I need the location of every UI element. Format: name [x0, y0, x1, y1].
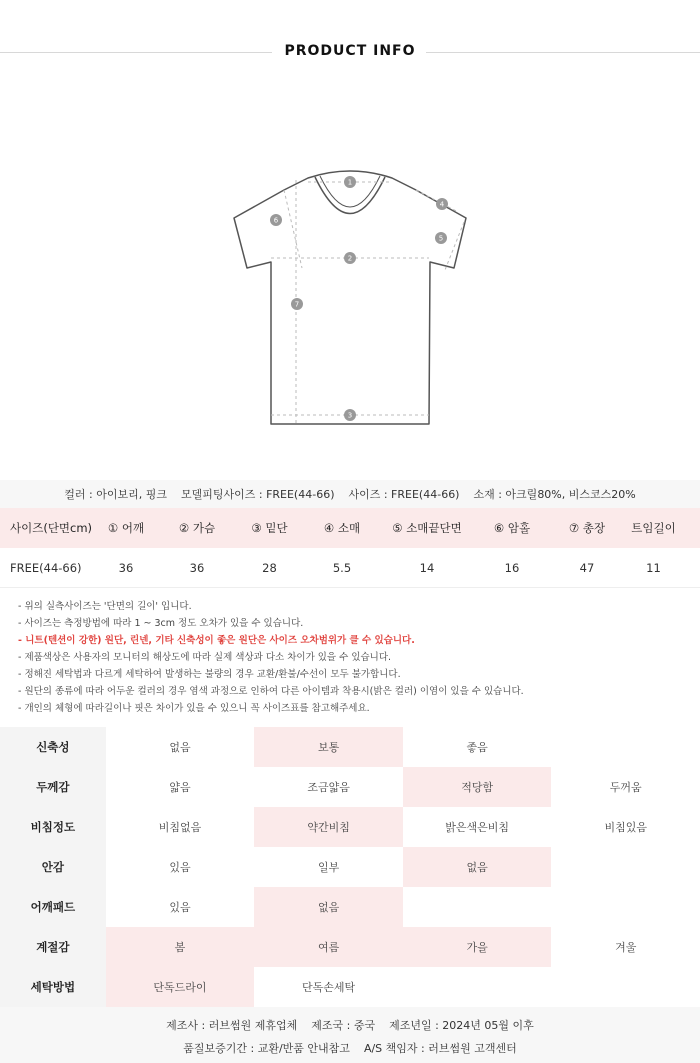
svg-text:5: 5	[438, 234, 444, 243]
attribute-option	[551, 727, 700, 767]
as-info: A/S 책임자 : 러브썸원 고객센터	[363, 1042, 517, 1055]
size-header-cell: ① 어깨	[107, 521, 145, 535]
size-cell: 47	[579, 560, 595, 575]
attribute-option-selected: 가을	[403, 927, 552, 967]
attribute-row	[0, 727, 700, 767]
size-cell: 11	[646, 560, 661, 575]
size-table-row	[0, 548, 700, 588]
svg-text:1: 1	[347, 178, 353, 187]
attribute-option	[403, 967, 552, 1007]
size-header-cell: ③ 밑단	[251, 521, 288, 535]
size-cell: 36	[189, 560, 205, 575]
attribute-option: 비침없음	[106, 807, 255, 847]
size-header-cell: 사이즈(단면cm)	[10, 521, 93, 535]
product-info-header	[0, 0, 700, 105]
attribute-option: 일부	[254, 847, 403, 887]
color-info: 컬러 : 아이보리, 핑크	[64, 488, 167, 501]
svg-text:3: 3	[347, 411, 353, 420]
attribute-option-selected: 봄	[106, 927, 255, 967]
size-cell: 5.5	[332, 560, 352, 575]
attribute-option-selected: 여름	[254, 927, 403, 967]
attribute-row	[0, 927, 700, 967]
note-line: - 개인의 체형에 따라길이나 핏은 차이가 있을 수 있으니 꼭 사이즈표를 참고해주세요.	[18, 703, 370, 714]
attribute-row	[0, 847, 700, 887]
attribute-option-selected: 적당함	[403, 767, 552, 807]
attribute-option-selected: 없음	[254, 887, 403, 927]
attribute-label: 두께감	[0, 767, 106, 807]
attribute-option-selected: 보통	[254, 727, 403, 767]
attribute-label: 신축성	[0, 727, 106, 767]
attribute-row	[0, 767, 700, 807]
attribute-label: 어깨패드	[0, 887, 106, 927]
fabric-attribute-table	[0, 727, 700, 1007]
attribute-option: 있음	[106, 847, 255, 887]
note-line: - 정해진 세탁법과 다르게 세탁하여 발생하는 불량의 경우 교환/환불/수선이 모두 불가합니다.	[18, 669, 401, 680]
attribute-option: 두꺼움	[551, 767, 700, 807]
attribute-label: 계절감	[0, 927, 106, 967]
attribute-option: 있음	[106, 887, 255, 927]
attribute-option	[403, 887, 552, 927]
size-notes	[18, 598, 688, 717]
note-line-warning: - 니트(텐션이 강한) 원단, 린넨, 기타 신축성이 좋은 원단은 사이즈 오차범위가 클 수 있습니다.	[18, 635, 415, 646]
size-header-cell: ⑥ 암홀	[493, 521, 531, 535]
attribute-option: 얇음	[106, 767, 255, 807]
size-info: 사이즈 : FREE(44-66)	[348, 488, 460, 501]
svg-text:4: 4	[439, 200, 445, 209]
date-info: 제조년일 : 2024년 05월 이후	[389, 1019, 534, 1032]
attribute-option: 단독손세탁	[254, 967, 403, 1007]
svg-text:2: 2	[347, 254, 353, 263]
size-cell: 28	[262, 560, 277, 575]
size-cell: FREE(44-66)	[10, 560, 82, 575]
attribute-option-selected: 없음	[403, 847, 552, 887]
material-info: 소재 : 아크릴80%, 비스코스20%	[473, 488, 636, 501]
attribute-row	[0, 967, 700, 1007]
attribute-option: 비침있음	[551, 807, 700, 847]
attribute-option: 겨울	[551, 927, 700, 967]
size-header-cell: ② 가슴	[178, 521, 216, 535]
size-header-cell: ⑤ 소매끝단면	[392, 521, 462, 535]
model-size-info: 모델피팅사이즈 : FREE(44-66)	[180, 488, 335, 501]
attribute-row	[0, 807, 700, 847]
attribute-option	[551, 847, 700, 887]
attribute-option	[551, 967, 700, 1007]
svg-text:6: 6	[273, 216, 279, 225]
tshirt-outline-icon	[220, 150, 480, 430]
product-summary-line	[0, 480, 700, 508]
page-title: PRODUCT INFO	[284, 43, 416, 59]
note-line: - 사이즈는 측정방법에 따라 1 ~ 3cm 정도 오차가 있을 수 있습니다.	[18, 618, 304, 629]
attribute-option: 조금얇음	[254, 767, 403, 807]
attribute-option: 좋음	[403, 727, 552, 767]
size-table-header	[0, 508, 700, 548]
note-line: - 위의 실측사이즈는 '단면의 길이' 입니다.	[18, 601, 192, 612]
attribute-label: 세탁방법	[0, 967, 106, 1007]
warranty-info: 품질보증기간 : 교환/반품 안내참고	[183, 1042, 350, 1055]
country-info: 제조국 : 중국	[311, 1019, 376, 1032]
header-divider-right	[426, 52, 700, 53]
attribute-row	[0, 887, 700, 927]
note-line: - 원단의 종류에 따라 어두운 컬러의 경우 염색 과정으로 인하여 다른 아이템과 착용시(밝은 컬러) 이염이 있을 수 있습니다.	[18, 686, 524, 697]
tshirt-measurement-diagram	[220, 150, 480, 430]
svg-text:7: 7	[294, 300, 300, 309]
attribute-option: 없음	[106, 727, 255, 767]
size-header-cell: ⑦ 총장	[568, 521, 606, 535]
maker-info: 제조사 : 러브썸원 제휴업체	[166, 1019, 298, 1032]
attribute-option: 밝은색은비침	[403, 807, 552, 847]
size-cell: 16	[504, 560, 520, 575]
attribute-option-selected: 약간비침	[254, 807, 403, 847]
size-cell: 14	[419, 560, 435, 575]
attribute-option-selected: 단독드라이	[106, 967, 255, 1007]
attribute-label: 안감	[0, 847, 106, 887]
size-cell: 36	[118, 560, 134, 575]
note-line: - 제품색상은 사용자의 모니터의 해상도에 따라 실제 색상과 다소 차이가 있을 수 있습니다.	[18, 652, 392, 663]
size-header-cell: 트임길이	[631, 521, 676, 535]
size-header-cell: ④ 소매	[323, 521, 361, 535]
attribute-label: 비침정도	[0, 807, 106, 847]
product-footer	[0, 1007, 700, 1063]
attribute-option	[551, 887, 700, 927]
